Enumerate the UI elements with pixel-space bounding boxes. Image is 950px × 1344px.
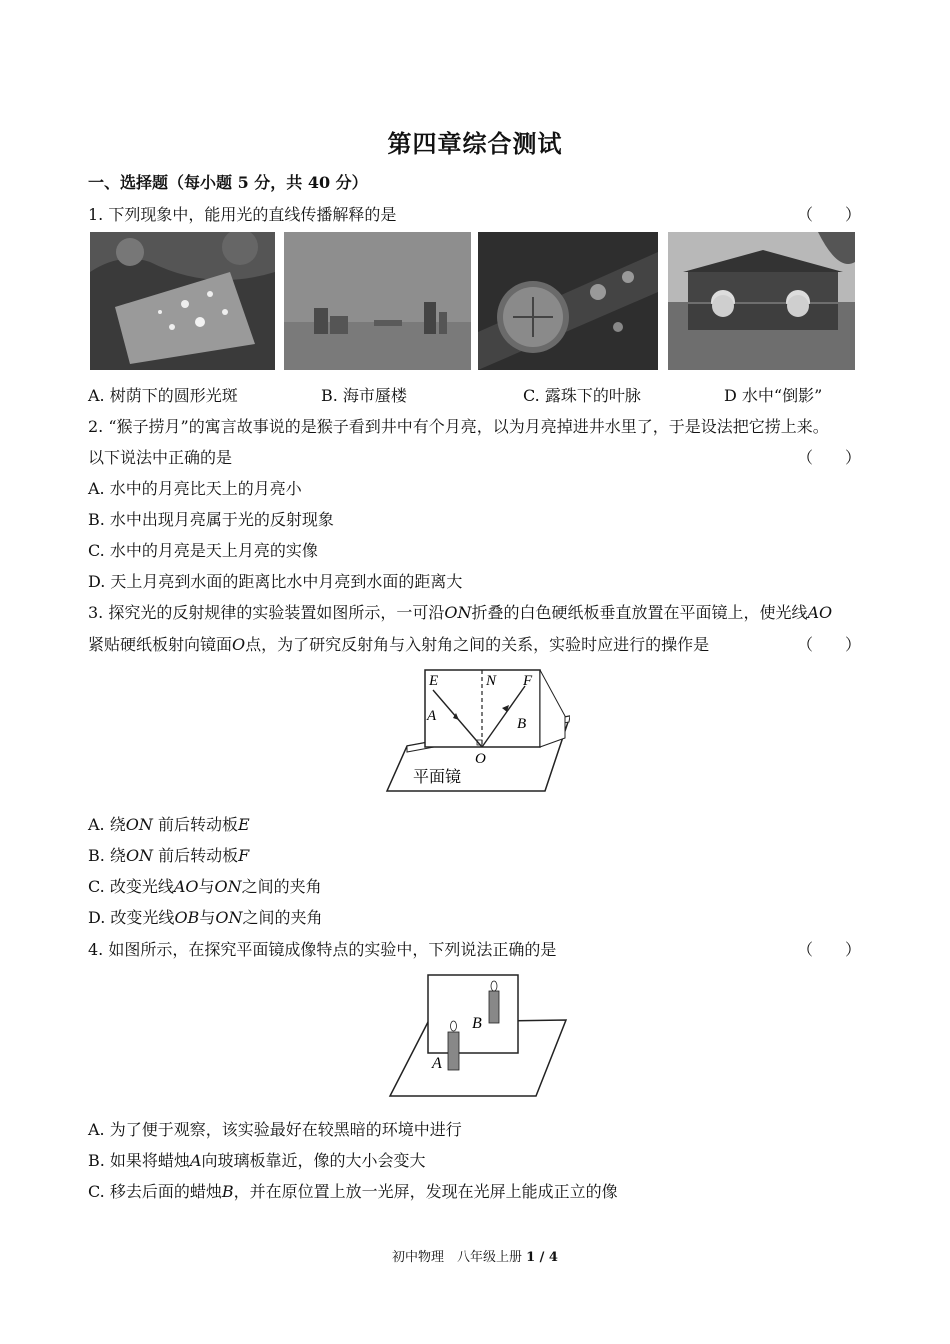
q3-option-c: C. 改变光线AO与ON之间的夹角: [88, 877, 322, 896]
q2-option-c: C. 水中的月亮是天上月亮的实像: [88, 541, 318, 560]
label-n: N: [486, 673, 497, 689]
q1-option-b: B. 海市蜃楼: [321, 386, 407, 405]
label-e: E: [429, 673, 439, 689]
q3-stem-line1: 3. 探究光的反射规律的实验装置如图所示，一可沿ON折叠的白色硬纸板垂直放置在平面镜上，使光线AO: [88, 603, 833, 622]
label-a-candle: A: [432, 1055, 442, 1072]
photo-dewdrop: [478, 232, 658, 370]
label-b-candle: B: [472, 1015, 482, 1032]
page-title: 第四章综合测试: [387, 129, 563, 158]
reflection-apparatus-figure: [385, 668, 570, 796]
label-o: O: [475, 751, 486, 767]
q4-option-c: C. 移去后面的蜡烛B，并在原位置上放一光屏，发现在光屏上能成正立的像: [88, 1182, 618, 1201]
q2-option-b: B. 水中出现月亮属于光的反射现象: [88, 510, 334, 529]
page-footer: [0, 1246, 950, 1265]
plane-mirror-figure: [388, 970, 568, 1100]
section-heading: 一、选择题（每小题 5 分，共 40 分）: [88, 173, 368, 192]
label-a: A: [427, 708, 437, 724]
q4-answer-paren: （ ）: [797, 940, 862, 959]
q3-option-a: A. 绕ON 前后转动板E: [88, 815, 250, 834]
footer-text: 初中物理 八年级上册: [392, 1250, 523, 1265]
mirror-label: 平面镜: [413, 767, 462, 786]
q4-option-b: B. 如果将蜡烛A向玻璃板靠近，像的大小会变大: [88, 1151, 426, 1170]
q2-answer-paren: （ ）: [797, 448, 862, 467]
q3-stem-line2: 紧贴硬纸板射向镜面O点，为了研究反射角与入射角之间的关系，实验时应进行的操作是: [88, 635, 710, 654]
q1-answer-paren: （ ）: [797, 205, 862, 224]
q3-option-b: B. 绕ON 前后转动板F: [88, 846, 250, 865]
photo-tree-shade: [90, 232, 275, 370]
page-number: 1 / 4: [526, 1250, 558, 1265]
q4-stem: 4. 如图所示，在探究平面镜成像特点的实验中，下列说法正确的是: [88, 940, 557, 959]
q3-option-d: D. 改变光线OB与ON之间的夹角: [88, 908, 323, 927]
photo-water-reflection: [668, 232, 855, 370]
q2-stem-line2: 以下说法中正确的是: [88, 448, 233, 467]
photo-mirage: [284, 232, 471, 370]
label-b: B: [517, 716, 527, 732]
q2-option-d: D. 天上月亮到水面的距离比水中月亮到水面的距离大: [88, 572, 463, 591]
q1-option-c: C. 露珠下的叶脉: [523, 386, 641, 405]
q2-option-a: A. 水中的月亮比天上的月亮小: [88, 479, 302, 498]
q3-answer-paren: （ ）: [797, 635, 862, 654]
q2-stem-line1: 2. “猴子捞月”的寓言故事说的是猴子看到井中有个月亮，以为月亮掉进井水里了，于是设法把它捞上来。: [88, 417, 829, 436]
q4-option-a: A. 为了便于观察，该实验最好在较黑暗的环境中进行: [88, 1120, 462, 1139]
q1-stem: 1. 下列现象中，能用光的直线传播解释的是: [88, 205, 397, 224]
q1-option-d: D 水中“倒影”: [724, 386, 823, 405]
label-f: F: [523, 673, 533, 689]
q1-option-a: A. 树荫下的圆形光斑: [88, 386, 238, 405]
